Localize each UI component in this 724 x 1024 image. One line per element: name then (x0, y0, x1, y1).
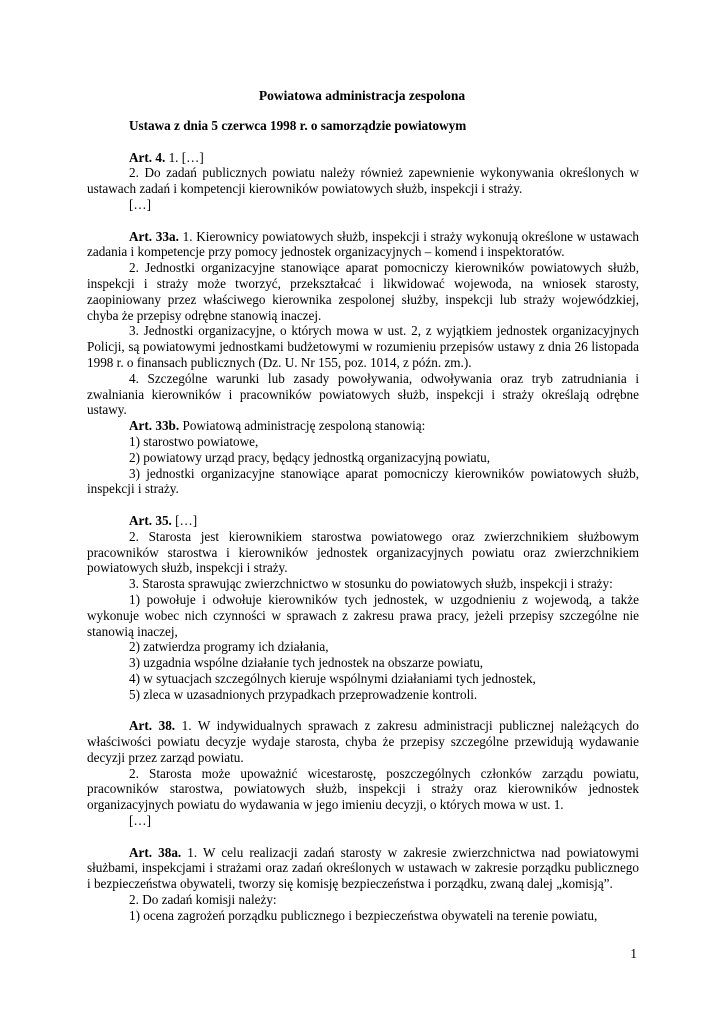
article-33b-item-2: 2) powiatowy urząd pracy, będący jednostką organizacyjną powiatu, (129, 449, 491, 465)
article-33a-para-3: 3. Jednostki organizacyjne, o których mowa w ust. 2, z wyjątkiem jednostek organizacyjnych Policji, są powiatowymi jednostkami budżetowymi w rozumieniu przepisów ustawy z dnia 26 listopada 1998 r. o finansach publicznych (Dz. U. Nr 155, poz. 1014, z późn. zm.). (87, 323, 639, 370)
document-body (87, 118, 639, 924)
article-38a-label: Art. 38a. (129, 844, 182, 860)
page-number: 1 (630, 946, 637, 961)
article-4-para-2: 2. Do zadań publicznych powiatu należy również zapewnienie wykonywania określonych w ustawach zadań i kompetencji kierowników powiatowych służb, inspekcji i straży. (87, 165, 639, 197)
article-38a-para-2: 2. Do zadań komisji należy: (129, 892, 277, 908)
article-38-ellipsis: […] (129, 813, 151, 829)
article-38-para-1: Art. 38. 1. W indywidualnych sprawach z zakresu administracji publicznej należących do właściwości powiatu decyzje wydaje starosta, chyba że przepisy szczególne przewidują wydawanie decyzji przez zarząd powiatu. (87, 718, 639, 765)
document-title: Powiatowa administracja zespolona (258, 88, 466, 103)
article-35-item-1: 1) powołuje i odwołuje kierowników tych jednostek, w uzgodnieniu z wojewodą, a także wykonuje wobec nich czynności w sprawach z zakresu prawa pracy, jeżeli przepisy szczególne nie stanowią inaczej, (87, 591, 639, 639)
article-35-item-2: 2) zatwierdza programy ich działania, (129, 639, 329, 655)
act-subtitle: Ustawa z dnia 5 czerwca 1998 r. o samorządzie powiatowym (129, 118, 467, 133)
article-38a-item-1: 1) ocena zagrożeń porządku publicznego i bezpieczeństwa obywateli na terenie powiatu, (129, 907, 598, 923)
article-35-para-1: Art. 35. […] (129, 512, 198, 528)
article-33a-para-1: Art. 33a. 1. Kierownicy powiatowych służb, inspekcji i straży wykonują określone w ustawach zadania i kompetencje przy pomocy jednostek organizacyjnych – komend i inspektoratów. (87, 228, 639, 260)
article-4-ellipsis: […] (129, 196, 151, 212)
article-35-para-2: 2. Starosta jest kierownikiem starostwa powiatowego oraz zwierzchnikiem służbowym pracowników starostwa i kierowników jednostek organizacyjnych powiatu oraz zwierzchnikiem powiatowych służb, inspekcji i straży. (87, 528, 639, 576)
article-33b-label: Art. 33b. (129, 418, 180, 434)
article-38a-para-1: Art. 38a. 1. W celu realizacji zadań starosty w zakresie zwierzchnictwa nad powiatowymi służbami, inspekcjami i strażami oraz zadań określonych w ustawach w zakresie porządku publicznego i bezpieczeństwa obywateli, tworzy się komisję bezpieczeństwa i porządku, zwaną dalej „komisją”. (87, 844, 639, 892)
article-4-label: Art. 4. (129, 149, 166, 165)
article-33b-item-3: 3) jednostki organizacyjne stanowiące aparat pomocniczy kierowników powiatowych służb, inspekcji i straży. (87, 465, 639, 497)
article-4-para-1: Art. 4. 1. […] (129, 149, 204, 165)
article-33a-para-4: 4. Szczególne warunki lub zasady powoływania, odwoływania oraz tryb zatrudniania i zwalniania kierowników i pracowników powiatowych służb, inspekcji i straży określają odrębne ustawy. (87, 370, 639, 418)
article-38-label: Art. 38. (129, 718, 176, 734)
article-33b-para-1: Art. 33b. Powiatową administrację zespoloną stanowią: (129, 418, 426, 434)
article-35-item-3: 3) uzgadnia wspólne działanie tych jednostek na obszarze powiatu, (129, 655, 484, 671)
article-35-item-4: 4) w sytuacjach szczególnych kieruje wspólnymi działaniami tych jednostek, (129, 670, 536, 686)
article-33b-item-1: 1) starostwo powiatowe, (129, 433, 259, 449)
article-33a-label: Art. 33a. (129, 228, 179, 244)
article-35-label: Art. 35. (129, 512, 172, 528)
article-33a-para-2: 2. Jednostki organizacyjne stanowiące aparat pomocniczy kierowników powiatowych służb, inspekcji i straży może tworzyć, przekształcać i likwidować wojewoda, na wniosek starosty, zaopiniowany przez właściwego kierownika zespolonej służby, inspekcji lub straży wojewódzkiej, chyba że przepisy odrębne stanowią inaczej. (87, 260, 639, 323)
article-35-para-3: 3. Starosta sprawując zwierzchnictwo w stosunku do powiatowych służb, inspekcji i straży: (129, 576, 613, 592)
article-35-item-5: 5) zleca w uzasadnionych przypadkach przeprowadzenie kontroli. (129, 686, 478, 702)
article-38-para-2: 2. Starosta może upoważnić wicestarostę, poszczególnych członków zarządu powiatu, pracowników starostwa, powiatowych służb, inspekcji i straży oraz kierowników jednostek organizacyjnych powiatu do wydawania w jego imieniu decyzji, o których mowa w ust. 1. (87, 765, 639, 813)
